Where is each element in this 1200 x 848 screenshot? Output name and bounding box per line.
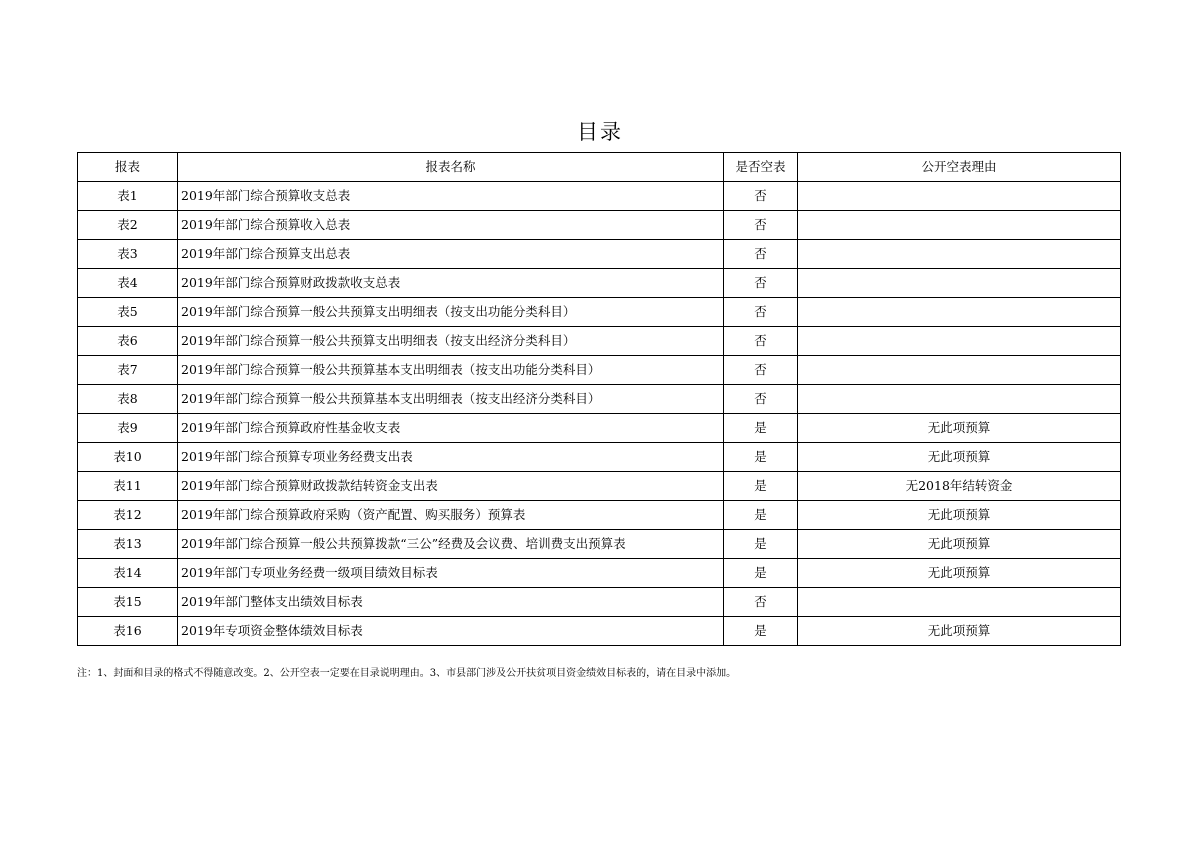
row-name: 2019年部门综合预算一般公共预算拨款“三公”经费及会议费、培训费支出预算表	[178, 530, 724, 559]
row-id: 表10	[78, 443, 178, 472]
table-row	[78, 385, 1121, 414]
row-reason: 无此项预算	[798, 414, 1121, 443]
row-name: 2019年部门专项业务经费一级项目绩效目标表	[178, 559, 724, 588]
row-is-empty: 否	[724, 269, 798, 298]
row-id: 表16	[78, 617, 178, 646]
row-is-empty: 是	[724, 443, 798, 472]
table-row	[78, 559, 1121, 588]
row-is-empty: 否	[724, 240, 798, 269]
row-name: 2019年部门综合预算一般公共预算支出明细表（按支出经济分类科目）	[178, 327, 724, 356]
row-reason	[798, 385, 1121, 414]
row-id: 表13	[78, 530, 178, 559]
catalog-table	[77, 152, 1121, 646]
row-id: 表3	[78, 240, 178, 269]
header-id: 报表	[78, 153, 178, 182]
row-is-empty: 是	[724, 617, 798, 646]
table-row	[78, 530, 1121, 559]
table-row	[78, 472, 1121, 501]
row-name: 2019年专项资金整体绩效目标表	[178, 617, 724, 646]
table-row	[78, 327, 1121, 356]
row-id: 表2	[78, 211, 178, 240]
table-row	[78, 240, 1121, 269]
row-reason: 无此项预算	[798, 501, 1121, 530]
row-is-empty: 是	[724, 501, 798, 530]
row-reason: 无此项预算	[798, 443, 1121, 472]
row-is-empty: 是	[724, 472, 798, 501]
row-reason	[798, 182, 1121, 211]
table-row	[78, 443, 1121, 472]
row-name: 2019年部门综合预算专项业务经费支出表	[178, 443, 724, 472]
row-reason	[798, 356, 1121, 385]
row-is-empty: 是	[724, 530, 798, 559]
row-id: 表1	[78, 182, 178, 211]
row-name: 2019年部门综合预算一般公共预算基本支出明细表（按支出功能分类科目）	[178, 356, 724, 385]
row-is-empty: 否	[724, 356, 798, 385]
row-id: 表8	[78, 385, 178, 414]
row-reason: 无此项预算	[798, 617, 1121, 646]
row-is-empty: 否	[724, 298, 798, 327]
row-id: 表4	[78, 269, 178, 298]
header-name: 报表名称	[178, 153, 724, 182]
row-is-empty: 否	[724, 385, 798, 414]
row-reason: 无2018年结转资金	[798, 472, 1121, 501]
row-id: 表11	[78, 472, 178, 501]
row-id: 表14	[78, 559, 178, 588]
row-is-empty: 否	[724, 327, 798, 356]
table-header-row	[78, 153, 1121, 182]
row-reason	[798, 211, 1121, 240]
row-name: 2019年部门综合预算政府性基金收支表	[178, 414, 724, 443]
row-name: 2019年部门综合预算一般公共预算基本支出明细表（按支出经济分类科目）	[178, 385, 724, 414]
page-title: 目录	[577, 120, 623, 144]
row-id: 表5	[78, 298, 178, 327]
table-row	[78, 617, 1121, 646]
row-id: 表9	[78, 414, 178, 443]
row-name: 2019年部门综合预算财政拨款结转资金支出表	[178, 472, 724, 501]
table-row	[78, 211, 1121, 240]
row-id: 表15	[78, 588, 178, 617]
table-row	[78, 182, 1121, 211]
row-reason	[798, 298, 1121, 327]
row-name: 2019年部门综合预算收支总表	[178, 182, 724, 211]
table-row	[78, 588, 1121, 617]
header-reason: 公开空表理由	[798, 153, 1121, 182]
table-row	[78, 356, 1121, 385]
table-row	[78, 501, 1121, 530]
row-reason	[798, 588, 1121, 617]
table-row	[78, 298, 1121, 327]
row-name: 2019年部门整体支出绩效目标表	[178, 588, 724, 617]
header-is-empty: 是否空表	[724, 153, 798, 182]
table-row	[78, 414, 1121, 443]
row-is-empty: 是	[724, 559, 798, 588]
row-id: 表7	[78, 356, 178, 385]
row-reason	[798, 240, 1121, 269]
row-is-empty: 否	[724, 211, 798, 240]
footnote: 注：1、封面和目录的格式不得随意改变。2、公开空表一定要在目录说明理由。3、市县部门涉及公开扶贫项目资金绩效目标表的，请在目录中添加。	[77, 668, 737, 679]
row-is-empty: 否	[724, 182, 798, 211]
table-row	[78, 269, 1121, 298]
row-reason: 无此项预算	[798, 530, 1121, 559]
row-name: 2019年部门综合预算政府采购（资产配置、购买服务）预算表	[178, 501, 724, 530]
row-is-empty: 否	[724, 588, 798, 617]
row-id: 表6	[78, 327, 178, 356]
row-name: 2019年部门综合预算一般公共预算支出明细表（按支出功能分类科目）	[178, 298, 724, 327]
row-reason	[798, 327, 1121, 356]
row-is-empty: 是	[724, 414, 798, 443]
row-reason	[798, 269, 1121, 298]
row-name: 2019年部门综合预算支出总表	[178, 240, 724, 269]
row-reason: 无此项预算	[798, 559, 1121, 588]
row-name: 2019年部门综合预算收入总表	[178, 211, 724, 240]
row-name: 2019年部门综合预算财政拨款收支总表	[178, 269, 724, 298]
row-id: 表12	[78, 501, 178, 530]
